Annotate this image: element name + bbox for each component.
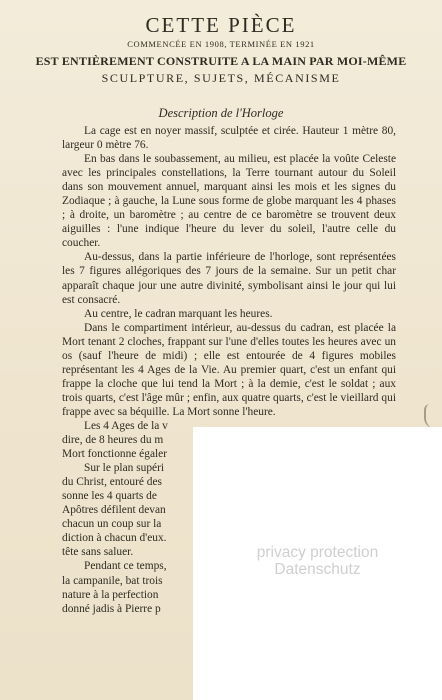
paragraph-fragment: Apôtres défilent devan xyxy=(62,504,166,517)
header-construction-line: EST ENTIÈREMENT CONSTRUITE A LA MAIN PAR MOI-MÊME xyxy=(35,54,407,68)
header-title: CETTE PIÈCE xyxy=(145,13,297,37)
privacy-label-line-2: Datenschutz xyxy=(274,561,361,578)
header-date-line: COMMENCÉE EN 1908, TERMINÉE EN 1921 xyxy=(127,39,315,49)
paragraph: Au-dessus, dans la partie inférieure de l'horloge, sont représentées les 7 figures allégoriques des 7 jours de la semaine. Sur un petit char apparaît chaque jour une autre divinité, symbolisant ainsi le jour qui lui est consacré. xyxy=(62,251,396,306)
privacy-protection-overlay xyxy=(193,427,442,700)
paragraph-fragment: chacun un coup sur la xyxy=(62,518,162,531)
postcard-header xyxy=(0,14,442,85)
privacy-protection-label xyxy=(193,544,442,578)
paragraph: La cage est en noyer massif, sculptée et cirée. Hauteur 1 mètre 80, largeur 0 mètre 76. xyxy=(62,125,396,152)
paragraph-fragment: nature à la perfection xyxy=(62,588,159,601)
privacy-label-line-1: privacy protection xyxy=(256,544,379,561)
paragraph-fragment: tête sans saluer. xyxy=(62,546,134,559)
paragraph-fragment: diction à chacun d'eux. xyxy=(62,532,167,545)
paragraph-fragment: Sur le plan supéri xyxy=(84,462,165,475)
paragraph-fragment: sonne les 4 quarts de xyxy=(62,490,157,503)
paragraph-fragment: Pendant ce temps, xyxy=(84,560,167,573)
edge-mark xyxy=(424,404,440,428)
paragraph-fragment: Les 4 Ages de la v xyxy=(84,419,168,432)
paragraph-fragment: donné jadis à Pierre p xyxy=(62,602,161,615)
paragraph: En bas dans le soubassement, au milieu, est placée la voûte Celeste avec les principales constellations, la Terre tournant autour du Soleil dans son mouvement annuel, marquant ainsi les mois et les signes du Zodiaque ; à gauche, la Lune sous forme de globe marquant les 4 phases ; à droite, un baromètre ; au centre de ce baromètre se trouvent deux aiguilles : l'une indique l'heure du lever du soleil, l'autre celle du coucher. xyxy=(62,153,396,250)
paragraph-fragment: Mort fonctionne égaler xyxy=(62,448,168,461)
paragraph-fragment: du Christ, entouré des xyxy=(62,476,162,489)
paragraph-fragment: dire, de 8 heures du m xyxy=(62,434,164,447)
paragraph: Au centre, le cadran marquant les heures. xyxy=(84,307,273,320)
paragraph-fragment: la campanile, bat trois xyxy=(62,574,163,587)
section-title: Description de l'Horloge xyxy=(158,106,284,120)
header-subline: SCULPTURE, SUJETS, MÉCANISME xyxy=(101,71,341,85)
paragraph: Dans le compartiment intérieur, au-dessus du cadran, est placée la Mort tenant 2 cloches, frappant sur l'une d'elles toutes les heures avec un os (sauf l'heure de midi) ; elle est entourée de 4 figures mobiles représentant les 4 Ages de la Vie. Au premier quart, c'est un enfant qui frappe la cloche que lui tend la Mort ; à la demie, c'est le soldat ; aux trois quarts, c'est l'âge mûr ; enfin, aux quatre quarts, c'est le vieillard qui frappe avec sa béquille. La Mort sonne l'heure. xyxy=(62,321,396,418)
